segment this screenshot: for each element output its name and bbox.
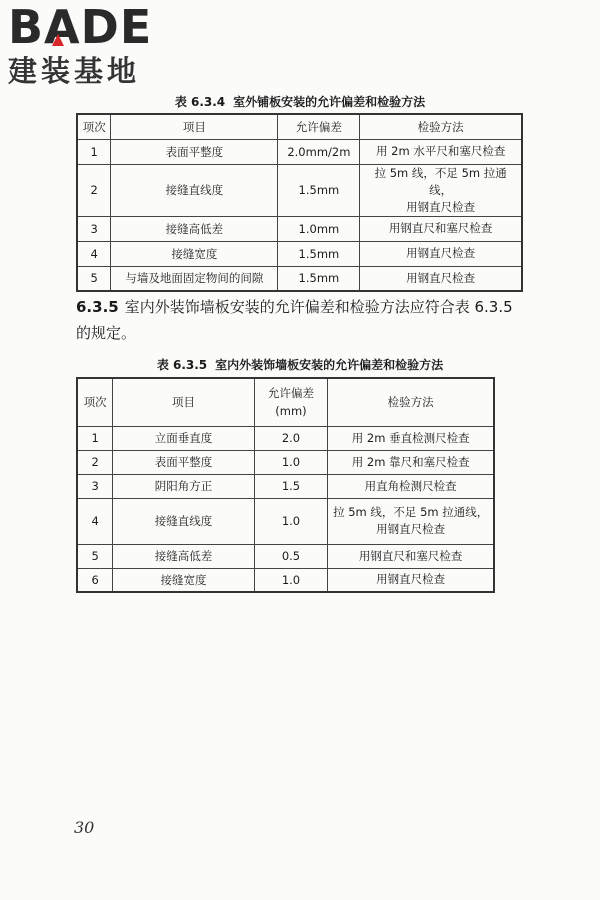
row-method: 拉 5m 线，不足 5m 拉通线， 用钢直尺检查 bbox=[328, 498, 494, 544]
row-tolerance: 1.5mm bbox=[278, 164, 360, 216]
table-6-3-5 bbox=[76, 377, 495, 593]
row-no: 2 bbox=[77, 164, 111, 216]
logo-wordmark: BADE bbox=[8, 0, 153, 54]
col-header-no: 项次 bbox=[77, 114, 111, 139]
table-row bbox=[77, 266, 522, 291]
row-tolerance: 2.0mm/2m bbox=[278, 139, 360, 164]
row-tolerance: 2.0 bbox=[254, 426, 328, 450]
row-method: 用 2m 靠尺和塞尺检查 bbox=[328, 450, 494, 474]
row-tolerance: 1.5mm bbox=[278, 241, 360, 266]
col-header-item: 项目 bbox=[111, 114, 278, 139]
row-tolerance: 1.0 bbox=[254, 498, 328, 544]
table-row bbox=[77, 164, 522, 216]
page-number: 30 bbox=[74, 818, 95, 837]
row-method: 用钢直尺和塞尺检查 bbox=[328, 544, 494, 568]
table1-title: 室外铺板安装的允许偏差和检验方法 bbox=[233, 95, 426, 109]
row-item: 接缝直线度 bbox=[111, 164, 278, 216]
row-method: 用钢直尺检查 bbox=[360, 266, 522, 291]
table2-number: 表 6.3.5 bbox=[156, 358, 208, 372]
table1-number: 表 6.3.4 bbox=[174, 95, 226, 109]
table-row bbox=[77, 474, 494, 498]
clause-number: 6.3.5 bbox=[76, 298, 119, 316]
row-method: 用直角检测尺检查 bbox=[328, 474, 494, 498]
table-6-3-4 bbox=[76, 113, 523, 292]
col-header-tolerance: 允许偏差 (mm) bbox=[254, 378, 328, 426]
row-item: 阴阳角方正 bbox=[113, 474, 254, 498]
row-method: 用 2m 垂直检测尺检查 bbox=[328, 426, 494, 450]
row-no: 6 bbox=[77, 568, 113, 592]
row-item: 接缝直线度 bbox=[113, 498, 254, 544]
row-no: 2 bbox=[77, 450, 113, 474]
row-item: 表面平整度 bbox=[113, 450, 254, 474]
row-no: 1 bbox=[77, 426, 113, 450]
clause-text: 室内外装饰墙板安装的允许偏差和检验方法应符合表 6.3.5 的规定。 bbox=[76, 298, 513, 342]
row-no: 3 bbox=[77, 216, 111, 241]
row-item: 接缝高低差 bbox=[113, 544, 254, 568]
row-no: 3 bbox=[77, 474, 113, 498]
col-header-no: 项次 bbox=[77, 378, 113, 426]
table-row bbox=[77, 426, 494, 450]
row-no: 1 bbox=[77, 139, 111, 164]
table2-caption bbox=[0, 356, 600, 373]
row-method: 用钢直尺检查 bbox=[360, 241, 522, 266]
row-method: 拉 5m 线，不足 5m 拉通线， 用钢直尺检查 bbox=[360, 164, 522, 216]
table-row bbox=[77, 241, 522, 266]
col-header-method: 检验方法 bbox=[360, 114, 522, 139]
row-no: 4 bbox=[77, 498, 113, 544]
logo-triangle-icon bbox=[52, 34, 64, 46]
row-item: 与墙及地面固定物间的间隙 bbox=[111, 266, 278, 291]
row-item: 接缝宽度 bbox=[111, 241, 278, 266]
logo-subtitle: 建装基地 bbox=[8, 54, 141, 88]
clause-6-3-5 bbox=[76, 294, 524, 346]
row-item: 接缝宽度 bbox=[113, 568, 254, 592]
row-no: 5 bbox=[77, 266, 111, 291]
row-tolerance: 1.0 bbox=[254, 450, 328, 474]
row-no: 5 bbox=[77, 544, 113, 568]
col-header-method: 检验方法 bbox=[328, 378, 494, 426]
row-item: 立面垂直度 bbox=[113, 426, 254, 450]
row-tolerance: 1.0 bbox=[254, 568, 328, 592]
col-header-item: 项目 bbox=[113, 378, 254, 426]
table-row bbox=[77, 216, 522, 241]
row-no: 4 bbox=[77, 241, 111, 266]
logo bbox=[8, 0, 153, 88]
table-row bbox=[77, 568, 494, 592]
row-item: 表面平整度 bbox=[111, 139, 278, 164]
row-method: 用钢直尺和塞尺检查 bbox=[360, 216, 522, 241]
col-header-tolerance: 允许偏差 bbox=[278, 114, 360, 139]
row-method: 用钢直尺检查 bbox=[328, 568, 494, 592]
row-tolerance: 1.5mm bbox=[278, 266, 360, 291]
table-row bbox=[77, 498, 494, 544]
table-header-row bbox=[77, 378, 494, 426]
table2-title: 室内外装饰墙板安装的允许偏差和检验方法 bbox=[215, 358, 444, 372]
table-row bbox=[77, 139, 522, 164]
table-header-row bbox=[77, 114, 522, 139]
row-method: 用 2m 水平尺和塞尺检查 bbox=[360, 139, 522, 164]
table1-caption bbox=[0, 93, 600, 110]
row-tolerance: 0.5 bbox=[254, 544, 328, 568]
table-row bbox=[77, 450, 494, 474]
row-tolerance: 1.0mm bbox=[278, 216, 360, 241]
table-row bbox=[77, 544, 494, 568]
row-tolerance: 1.5 bbox=[254, 474, 328, 498]
row-item: 接缝高低差 bbox=[111, 216, 278, 241]
